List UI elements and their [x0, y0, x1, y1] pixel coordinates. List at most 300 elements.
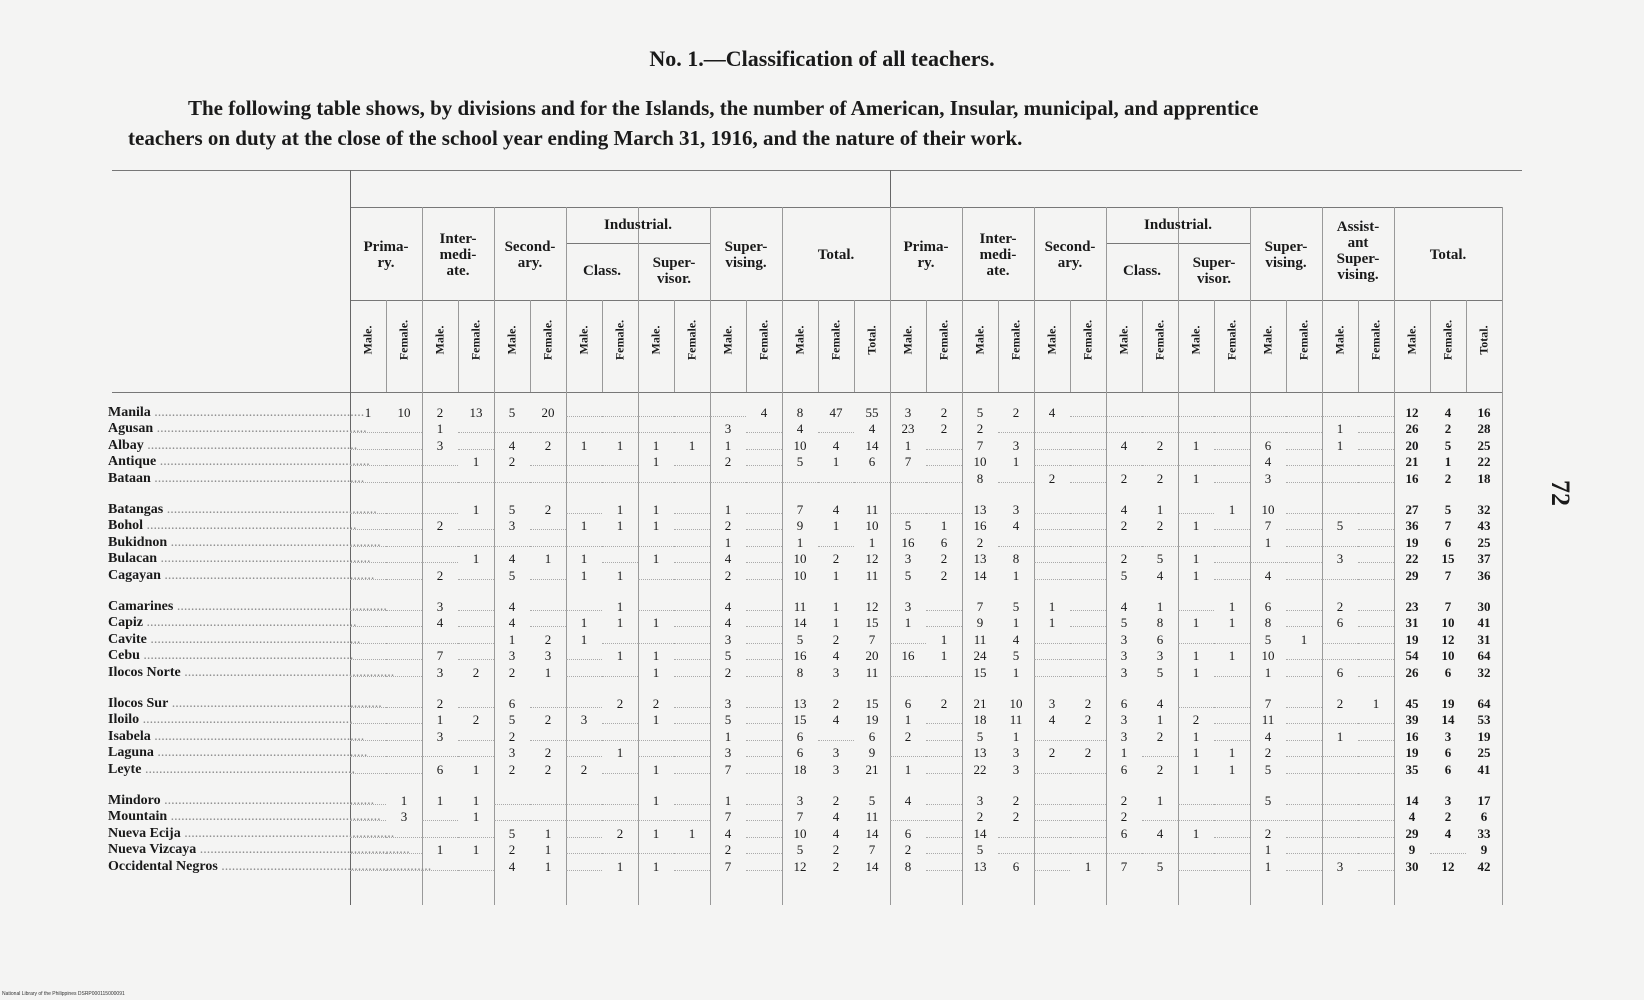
table-cell: 8: [796, 664, 804, 680]
table-cell: [386, 420, 422, 433]
table-cell: 1: [616, 567, 624, 583]
table-cell: [746, 470, 782, 483]
leader-dots: ............................................................: [167, 534, 381, 550]
sub-label-female: [1070, 300, 1106, 380]
table-cell: [746, 858, 782, 871]
table-cell: [674, 841, 710, 854]
division-name: [108, 614, 357, 631]
table-cell: 1: [1264, 664, 1272, 680]
table-cell: 3: [508, 745, 516, 761]
table-cell: [1034, 550, 1070, 563]
table-cell: 14: [1405, 793, 1419, 808]
table-cell: 4: [832, 809, 840, 825]
table-cell: [746, 695, 782, 708]
fi-intermediate-header: Inter- medi- ate.: [979, 231, 1017, 279]
table-cell: 3: [1120, 631, 1128, 647]
table-cell: 3: [724, 421, 732, 437]
table-cell: 14: [865, 858, 879, 874]
sub-label-text: Male.: [900, 325, 915, 355]
table-cell: 3: [1444, 728, 1452, 744]
table-cell: [458, 437, 494, 450]
table-cell: 6: [1120, 761, 1128, 777]
table-cell: [1142, 404, 1178, 417]
leader-dots: ............................................................: [160, 567, 375, 583]
table-cell: 2: [508, 664, 516, 680]
table-cell: [674, 420, 710, 433]
table-cell: 5: [1444, 502, 1452, 517]
table-cell: 10: [1261, 502, 1275, 517]
table-cell: [386, 453, 422, 466]
table-cell: 8: [796, 405, 804, 420]
leader-dots: ............................................................: [141, 761, 355, 777]
table-cell: [602, 470, 638, 483]
table-cell: [530, 453, 566, 466]
table-cell: 1: [796, 534, 804, 550]
table-cell: 6: [436, 761, 444, 777]
table-cell: [1358, 598, 1394, 611]
table-cell: 7: [1444, 599, 1452, 614]
sub-label-male: [1178, 300, 1214, 380]
division-name-text: Iloilo: [108, 712, 140, 728]
table-cell: 2: [508, 761, 516, 777]
leader-dots: ............................................................: [143, 437, 358, 453]
table-cell: [350, 792, 386, 805]
table-cell: [1430, 841, 1466, 854]
table-cell: 1: [940, 648, 948, 664]
table-cell: 1: [1192, 551, 1200, 567]
table-cell: [1286, 761, 1322, 774]
table-cell: [530, 420, 566, 433]
division-name-text: Cavite: [108, 631, 147, 647]
table-cell: 5: [904, 567, 912, 583]
table-cell: [674, 744, 710, 757]
table-cell: [1034, 567, 1070, 580]
am-class-header: Class.: [583, 263, 621, 279]
leader-dots: ............................................................: [139, 648, 354, 664]
table-cell: 39: [1405, 712, 1419, 728]
division-name-text: Bataan: [108, 470, 151, 486]
table-cell: 22: [1405, 551, 1419, 567]
sub-label-female: [1430, 300, 1466, 380]
table-cell: 1: [1300, 631, 1308, 647]
table-cell: [638, 470, 674, 483]
table-cell: [1214, 631, 1250, 644]
division-name: [108, 858, 432, 875]
table-cell: 1: [616, 648, 624, 664]
table-cell: [530, 470, 566, 483]
table-cell: 1: [1048, 599, 1056, 614]
division-name-text: Bohol: [108, 518, 144, 534]
table-cell: 1: [400, 793, 408, 808]
table-cell: 2: [1444, 421, 1452, 437]
table-cell: 5: [904, 518, 912, 534]
table-cell: 6: [1120, 825, 1128, 841]
table-cell: 1: [724, 437, 732, 453]
division-name-text: Capiz: [108, 615, 143, 631]
table-cell: 1: [868, 534, 876, 550]
table-cell: 1: [832, 599, 840, 614]
table-cell: 20: [1405, 437, 1419, 453]
table-cell: 41: [1477, 615, 1491, 631]
table-cell: 2: [832, 842, 840, 858]
table-cell: [1214, 711, 1250, 724]
table-cell: 11: [865, 809, 879, 825]
table-cell: 36: [1477, 567, 1491, 583]
table-cell: [602, 550, 638, 563]
sub-label-female: [926, 300, 962, 380]
table-cell: 1: [652, 454, 660, 470]
table-cell: 4: [1120, 437, 1128, 453]
table-cell: 3: [544, 648, 552, 664]
table-cell: 3: [724, 745, 732, 761]
table-cell: [1070, 470, 1106, 483]
table-cell: 1: [1444, 454, 1452, 470]
table-cell: [386, 664, 422, 677]
table-cell: [926, 437, 962, 450]
table-cell: 7: [1444, 567, 1452, 583]
am-secondary-header: Second- ary.: [504, 239, 556, 271]
table-cell: [530, 614, 566, 627]
table-cell: 31: [1405, 615, 1419, 631]
table-cell: 7: [724, 809, 732, 825]
division-name: [108, 453, 370, 470]
table-cell: [674, 598, 710, 611]
table-cell: 5: [1264, 761, 1272, 777]
table-cell: 4: [760, 405, 768, 420]
table-cell: [1358, 808, 1394, 821]
table-cell: 5: [1156, 858, 1164, 874]
table-cell: 3: [904, 551, 912, 567]
fi-secondary-header: Second- ary.: [1044, 239, 1096, 271]
table-cell: [458, 744, 494, 757]
sub-label-male: [890, 300, 926, 380]
table-cell: 2: [724, 567, 732, 583]
table-cell: 3: [1120, 648, 1128, 664]
table-cell: 1: [652, 437, 660, 453]
table-cell: [1070, 808, 1106, 821]
table-cell: [350, 453, 386, 466]
table-cell: [1286, 437, 1322, 450]
table-cell: [1214, 664, 1250, 677]
table-cell: 2: [832, 696, 840, 711]
table-cell: 10: [793, 567, 807, 583]
table-cell: [386, 647, 422, 660]
table-cell: [386, 744, 422, 757]
table-cell: [494, 792, 530, 805]
table-cell: 27: [1405, 502, 1419, 517]
sub-label-text: Male.: [1332, 325, 1347, 355]
table-cell: 1: [1336, 437, 1344, 453]
table-cell: [458, 517, 494, 530]
division-name: [108, 550, 371, 567]
table-cell: [386, 517, 422, 530]
leader-dots: ............................................................: [167, 809, 381, 825]
table-cell: 2: [724, 842, 732, 858]
table-cell: [1214, 825, 1250, 838]
table-cell: [1358, 744, 1394, 757]
table-cell: 6: [1264, 599, 1272, 614]
table-cell: 2: [1264, 825, 1272, 841]
table-cell: 1: [436, 793, 444, 808]
table-cell: [602, 728, 638, 741]
table-cell: 4: [832, 437, 840, 453]
table-cell: 1: [1048, 615, 1056, 631]
table-cell: [638, 598, 674, 611]
table-cell: [746, 631, 782, 644]
table-cell: 3: [436, 664, 444, 680]
table-cell: [1034, 808, 1070, 821]
table-cell: [1286, 567, 1322, 580]
table-cell: 12: [793, 858, 807, 874]
leader-dots: ............................................................: [146, 631, 361, 647]
table-cell: 7: [1120, 858, 1128, 874]
table-cell: [1358, 420, 1394, 433]
table-cell: [386, 501, 422, 514]
table-cell: [638, 420, 674, 433]
leader-dots: ............................................................: [139, 712, 353, 728]
table-cell: [674, 631, 710, 644]
table-cell: 1: [1012, 728, 1020, 744]
table-cell: 6: [1120, 696, 1128, 711]
table-cell: 1: [1192, 567, 1200, 583]
table-cell: [386, 470, 422, 483]
table-cell: 1: [580, 518, 588, 534]
table-cell: 2: [544, 761, 552, 777]
table-cell: 1: [652, 858, 660, 874]
table-cell: [1214, 695, 1250, 708]
table-cell: 2: [1120, 518, 1128, 534]
sub-label-text: Male.: [648, 325, 663, 355]
table-cell: [674, 404, 710, 417]
table-cell: 3: [1120, 728, 1128, 744]
table-cell: [1106, 404, 1142, 417]
table-cell: 2: [472, 712, 480, 728]
table-cell: [422, 744, 458, 757]
table-cell: 26: [1405, 421, 1419, 437]
table-cell: 7: [796, 809, 804, 825]
table-cell: 1: [688, 437, 696, 453]
table-cell: 18: [1477, 470, 1491, 486]
table-cell: [710, 404, 746, 417]
sub-label-female: [998, 300, 1034, 380]
table-cell: [926, 711, 962, 724]
table-cell: [746, 517, 782, 530]
sub-label-text: Female.: [1008, 319, 1023, 361]
table-cell: [1070, 631, 1106, 644]
table-cell: 5: [1120, 567, 1128, 583]
table-cell: 47: [829, 405, 843, 420]
table-cell: 1: [508, 631, 516, 647]
table-cell: [566, 534, 602, 547]
table-cell: [926, 453, 962, 466]
table-cell: 15: [1441, 551, 1455, 567]
table-cell: [890, 664, 926, 677]
table-cell: [386, 858, 422, 871]
table-cell: [1322, 567, 1358, 580]
table-cell: [926, 501, 962, 514]
table-cell: [566, 453, 602, 466]
table-cell: 3: [1336, 551, 1344, 567]
table-cell: [350, 614, 386, 627]
table-cell: [674, 647, 710, 660]
table-cell: 6: [1156, 631, 1164, 647]
division-name: [108, 501, 377, 518]
table-cell: 4: [868, 421, 876, 437]
table-cell: 4: [1264, 728, 1272, 744]
division-name-text: Occidental Negros: [108, 858, 218, 874]
table-cell: 2: [508, 728, 516, 744]
table-cell: [1286, 453, 1322, 466]
table-cell: 2: [724, 664, 732, 680]
table-cell: 1: [1012, 664, 1020, 680]
table-cell: 4: [724, 599, 732, 614]
table-cell: [746, 711, 782, 724]
table-cell: [1214, 550, 1250, 563]
table-cell: [1142, 744, 1178, 757]
division-name-text: Agusan: [108, 421, 154, 437]
table-cell: 1: [472, 551, 480, 567]
table-cell: [1214, 470, 1250, 483]
table-cell: [1286, 792, 1322, 805]
table-cell: 2: [544, 502, 552, 517]
division-name-text: Cagayan: [108, 567, 161, 583]
table-cell: [602, 404, 638, 417]
table-cell: 25: [1477, 745, 1491, 761]
table-cell: [1070, 420, 1106, 433]
sub-label-text: Female.: [684, 319, 699, 361]
table-cell: [1250, 808, 1286, 821]
table-cell: 1: [724, 793, 732, 808]
table-cell: 30: [1477, 599, 1491, 614]
table-cell: 16: [901, 648, 915, 664]
division-name: [108, 647, 354, 664]
table-cell: [386, 567, 422, 580]
table-cell: 1: [1372, 696, 1380, 711]
table-cell: [926, 841, 962, 854]
table-cell: 12: [1441, 858, 1455, 874]
table-cell: [566, 695, 602, 708]
table-cell: [1178, 792, 1214, 805]
table-cell: 2: [832, 551, 840, 567]
table-cell: [1214, 728, 1250, 741]
table-cell: [926, 858, 962, 871]
table-cell: [350, 598, 386, 611]
table-cell: [566, 598, 602, 611]
table-cell: 7: [868, 631, 876, 647]
table-cell: 1: [1228, 648, 1236, 664]
table-cell: 2: [1336, 599, 1344, 614]
table-cell: 12: [1441, 631, 1455, 647]
table-cell: 19: [1405, 631, 1419, 647]
table-cell: [1358, 501, 1394, 514]
table-cell: [1070, 841, 1106, 854]
table-cell: 3: [724, 696, 732, 711]
table-cell: [926, 614, 962, 627]
sub-label-female: [386, 300, 422, 380]
table-cell: 3: [400, 809, 408, 825]
table-cell: 5: [1156, 551, 1164, 567]
table-cell: [494, 470, 530, 483]
table-cell: [1034, 825, 1070, 838]
table-cell: [926, 728, 962, 741]
sub-label-text: Male.: [1116, 325, 1131, 355]
table-cell: [350, 470, 386, 483]
leader-dots: ............................................................: [180, 664, 395, 680]
table-cell: 7: [724, 858, 732, 874]
table-cell: [422, 534, 458, 547]
table-cell: 3: [1012, 437, 1020, 453]
table-cell: 2: [1120, 809, 1128, 825]
table-cell: [386, 711, 422, 724]
table-cell: 3: [1264, 470, 1272, 486]
sub-label-text: Female.: [1080, 319, 1095, 361]
table-cell: 2: [436, 518, 444, 534]
table-cell: [746, 534, 782, 547]
table-cell: [422, 858, 458, 871]
division-name: [108, 567, 375, 584]
table-cell: 4: [1156, 696, 1164, 711]
table-cell: 3: [796, 793, 804, 808]
table-cell: [1286, 744, 1322, 757]
sub-label-text: Male.: [432, 325, 447, 355]
table-cell: 16: [973, 518, 987, 534]
table-cell: [602, 631, 638, 644]
table-cell: 5: [724, 648, 732, 664]
table-cell: 4: [832, 712, 840, 728]
table-cell: 5: [796, 631, 804, 647]
table-cell: 1: [652, 551, 660, 567]
table-cell: [1034, 858, 1070, 871]
table-cell: [890, 808, 926, 821]
sub-label-male: [1034, 300, 1070, 380]
table-cell: [1106, 453, 1142, 466]
table-cell: 23: [1405, 599, 1419, 614]
table-cell: [926, 825, 962, 838]
table-cell: [386, 614, 422, 627]
table-cell: 21: [1405, 454, 1419, 470]
table-cell: [602, 534, 638, 547]
table-cell: 3: [436, 599, 444, 614]
table-cell: 1: [616, 615, 624, 631]
table-cell: 5: [976, 842, 984, 858]
table-cell: 11: [973, 631, 987, 647]
table-cell: [1178, 841, 1214, 854]
am-supervisor-header: Super- visor.: [652, 255, 696, 287]
table-cell: 1: [652, 664, 660, 680]
table-cell: [1358, 761, 1394, 774]
table-cell: [926, 808, 962, 821]
table-cell: 4: [1264, 567, 1272, 583]
table-cell: [674, 517, 710, 530]
leader-dots: ............................................................: [160, 793, 375, 808]
table-cell: 16: [1405, 470, 1419, 486]
table-cell: 1: [1228, 745, 1236, 761]
division-name-text: Cebu: [108, 648, 140, 664]
table-cell: [998, 825, 1034, 838]
table-cell: 1: [1228, 502, 1236, 517]
table-cell: 4: [508, 615, 516, 631]
table-cell: [1034, 664, 1070, 677]
division-name: [108, 695, 382, 712]
table-cell: [1034, 792, 1070, 805]
table-cell: [1034, 647, 1070, 660]
table-cell: 15: [973, 664, 987, 680]
table-cell: 3: [580, 712, 588, 728]
table-cell: [422, 825, 458, 838]
table-cell: 6: [1012, 858, 1020, 874]
table-cell: 32: [1477, 502, 1491, 517]
sub-label-text: Total.: [864, 325, 879, 355]
